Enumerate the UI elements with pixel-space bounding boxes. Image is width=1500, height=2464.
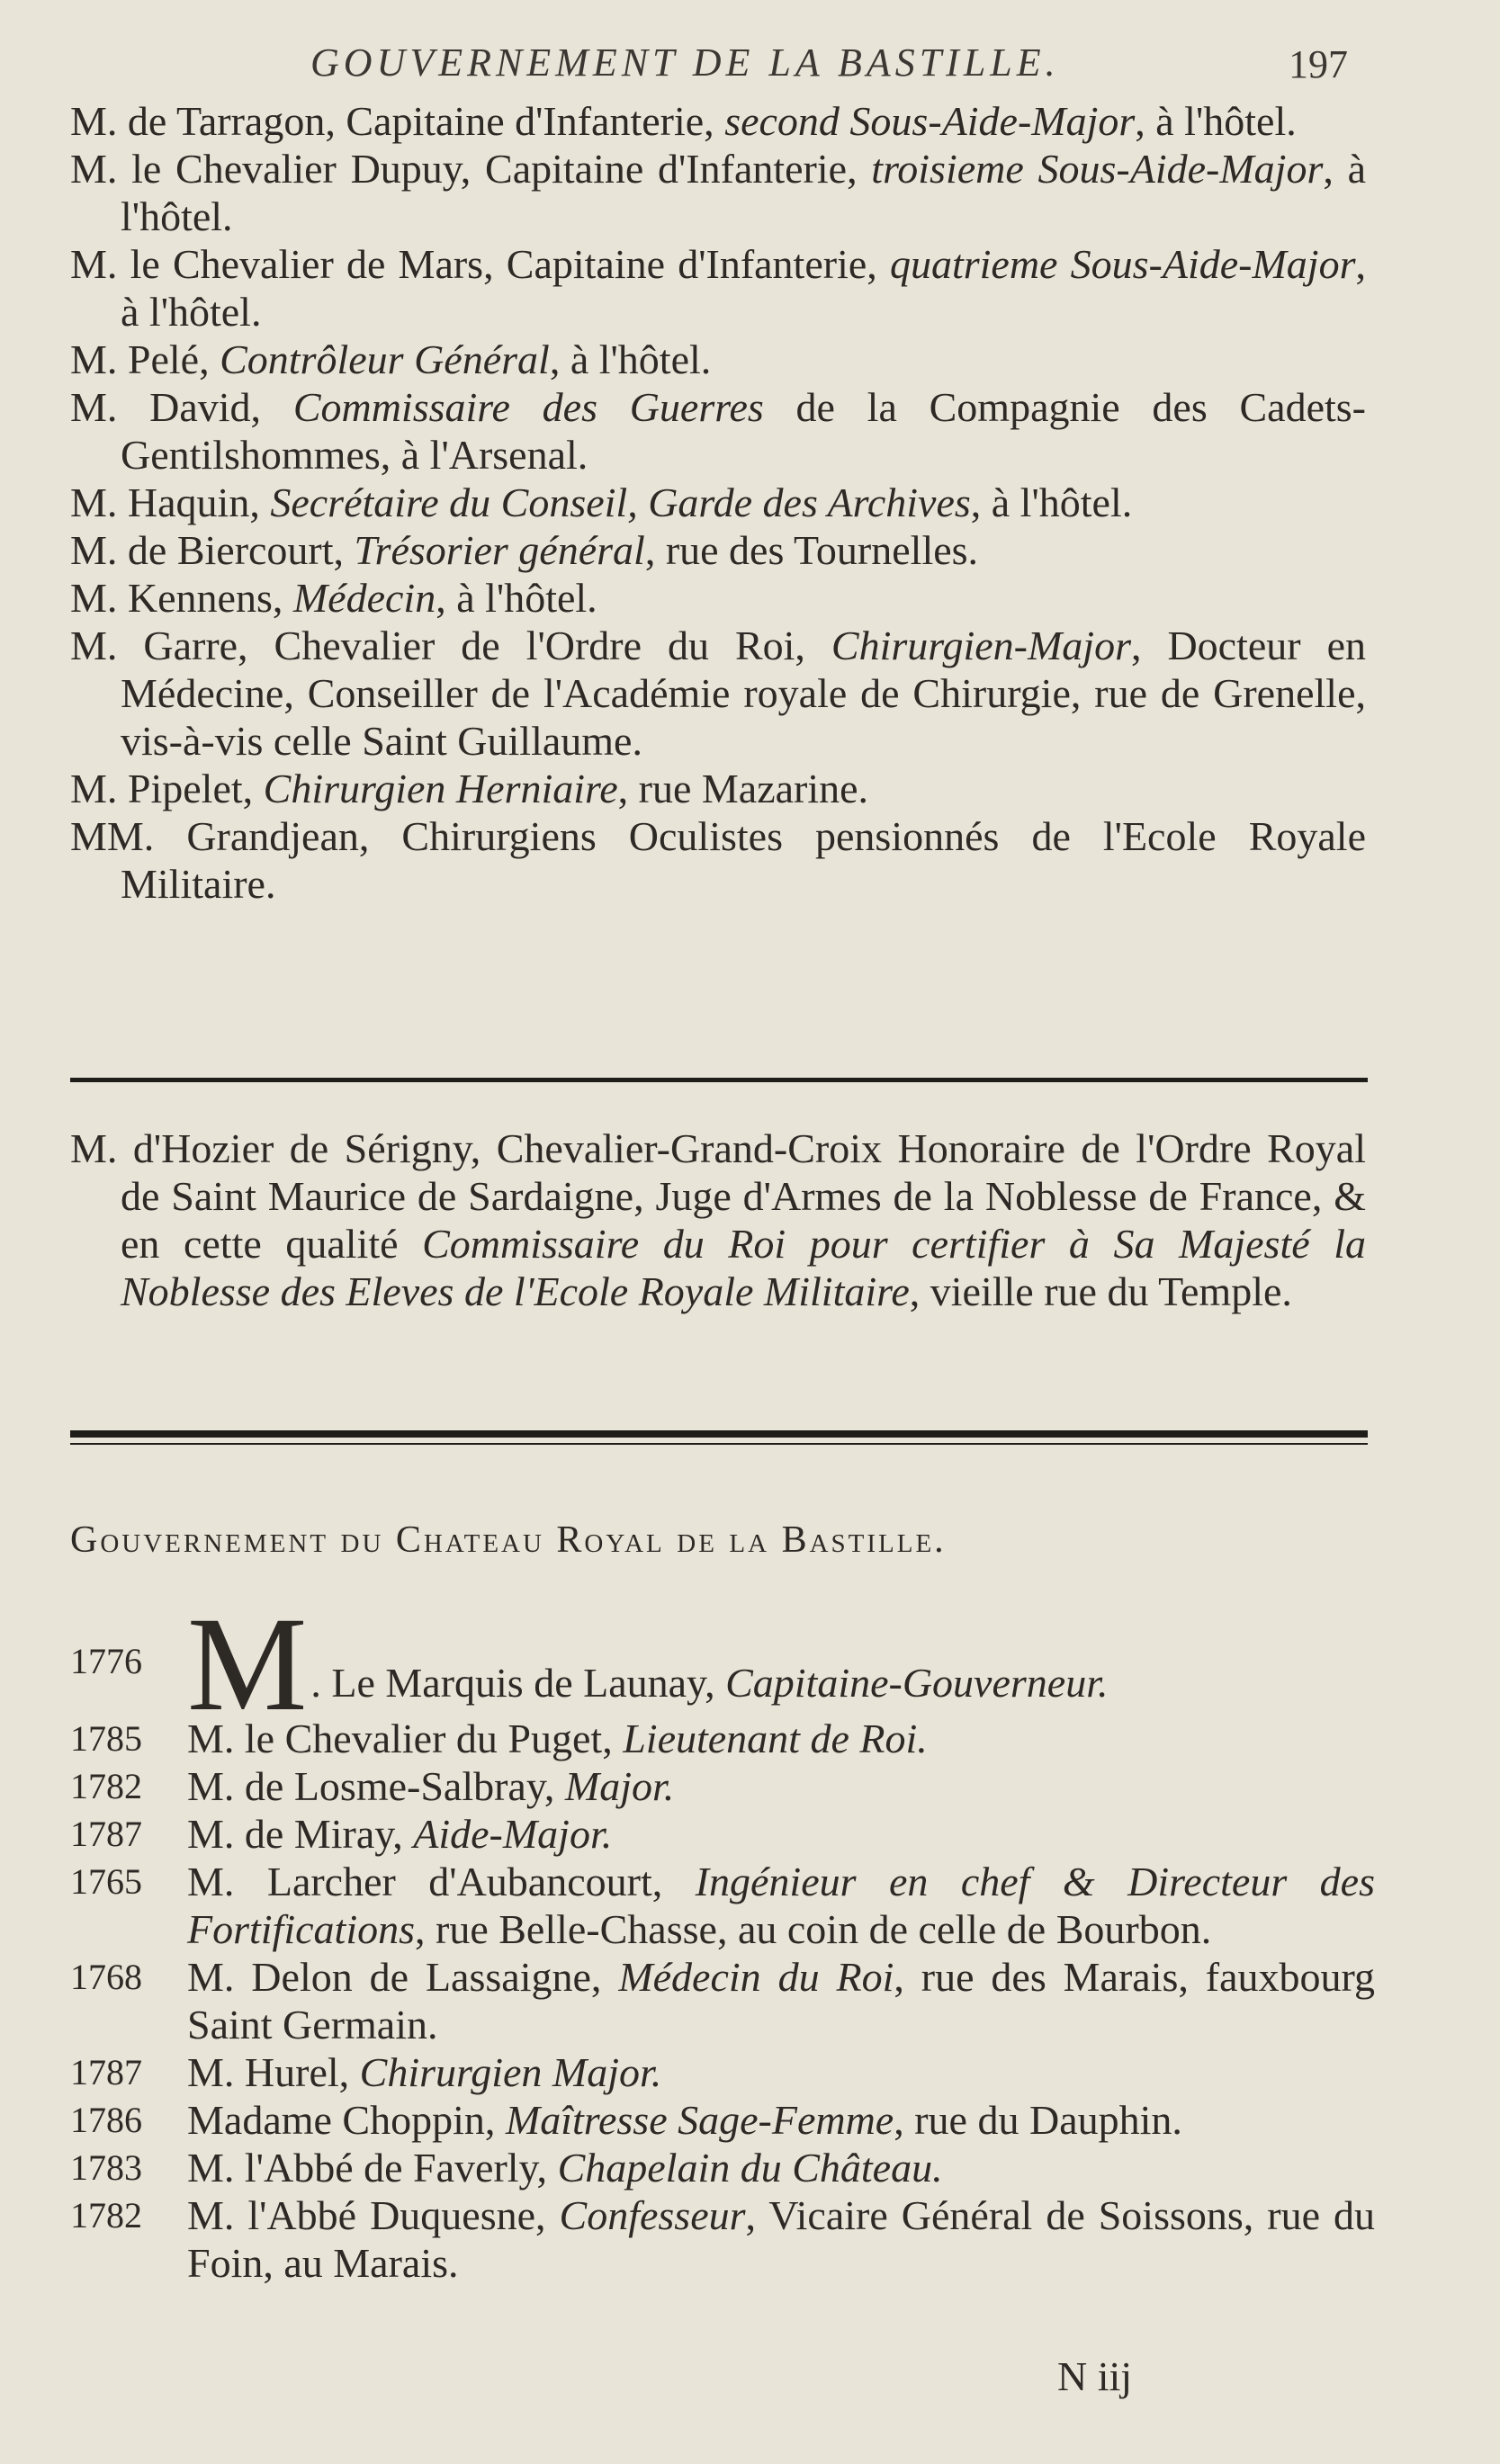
list-item: 1776 M. Le Marquis de Launay, Capitaine-Gouverneur. xyxy=(70,1590,1109,1739)
list-item: 1782 M. de Losme-Salbray, Major. xyxy=(70,1763,675,1809)
list-item: 1785 M. le Chevalier du Puget, Lieutenant de Roi. xyxy=(70,1716,928,1761)
year-label: 1787 xyxy=(70,1814,142,1854)
running-title: GOUVERNEMENT DE LA BASTILLE. xyxy=(310,40,1060,85)
list-item: MM. Grandjean, Chirurgiens Oculistes pensionnés de l'Ecole Royale Militaire. xyxy=(70,813,1366,907)
list-item: M. de Biercourt, Trésorier général, rue des Tournelles. xyxy=(70,527,979,573)
list-item: M. le Chevalier Dupuy, Capitaine d'Infanterie, troisieme Sous-Aide-Major, à l'hôtel. xyxy=(70,146,1366,239)
list-item: 1786 Madame Choppin, Maîtresse Sage-Femme, rue du Dauphin. xyxy=(70,2097,1182,2143)
list-item: M. David, Commissaire des Guerres de la Compagnie des Cadets-Gentilshommes, à l'Arsenal. xyxy=(70,384,1366,478)
list-item: 1787 M. Hurel, Chirurgien Major. xyxy=(70,2049,662,2095)
list-item: M. Haquin, Secrétaire du Conseil, Garde des Archives, à l'hôtel. xyxy=(70,479,1133,525)
year-label: 1776 xyxy=(70,1641,142,1681)
list-item: M. le Chevalier de Mars, Capitaine d'Infanterie, quatrieme Sous-Aide-Major, à l'hôtel. xyxy=(70,241,1366,335)
list-item: M. Pipelet, Chirurgien Herniaire, rue Mazarine. xyxy=(70,766,869,811)
list-item: M. Garre, Chevalier de l'Ordre du Roi, Chirurgien-Major, Docteur en Médecine, Conseiller de l'Académie royale de Chirurgie, rue de Grenelle, vis-à-vis celle Saint Guillaume. xyxy=(70,623,1366,764)
year-label: 1765 xyxy=(70,1861,142,1902)
double-rule-bottom xyxy=(70,1443,1368,1445)
list-item: M. Kennens, Médecin, à l'hôtel. xyxy=(70,575,597,621)
section-title: Gouvernement du Chateau Royal de la Bastille. xyxy=(70,1519,947,1561)
list-item: 1782 M. l'Abbé Duquesne, Confesseur, Vicaire Général de Soissons, rue du Foin, au Marais. xyxy=(70,2192,1376,2286)
list-item: 1765 M. Larcher d'Aubancourt, Ingénieur en chef & Directeur des Fortifications, rue Belle-Chasse, au coin de celle de Bourbon. xyxy=(70,1859,1375,1952)
year-label: 1783 xyxy=(70,2147,142,2188)
page-header xyxy=(0,34,1500,88)
officers-list xyxy=(70,97,1366,908)
list-item: M. d'Hozier de Sérigny, Chevalier-Grand-Croix Honoraire de l'Ordre Royal de Saint Maurice de Sardaigne, Juge d'Armes de la Noblesse de France, & en cette qualité Commissaire du Roi pour certifier à Sa Majesté la Noblesse des Eleves de l'Ecole Royale Militaire, vieille rue du Temple. xyxy=(70,1125,1366,1314)
list-item: M. de Tarragon, Capitaine d'Infanterie, second Sous-Aide-Major, à l'hôtel. xyxy=(70,98,1297,144)
year-label: 1782 xyxy=(70,1766,142,1806)
page-number: 197 xyxy=(1289,42,1348,86)
year-label: 1782 xyxy=(70,2195,142,2236)
year-label: 1785 xyxy=(70,1718,142,1759)
drop-initial: M xyxy=(187,1590,308,1739)
year-label: 1787 xyxy=(70,2052,142,2092)
list-item: 1783 M. l'Abbé de Faverly, Chapelain du Château. xyxy=(70,2145,943,2191)
signature-mark: N iij xyxy=(1057,2353,1133,2399)
hozier-paragraph xyxy=(70,1124,1366,1315)
list-item: 1768 M. Delon de Lassaigne, Médecin du Roi, rue des Marais, fauxbourg Saint Germain. xyxy=(70,1954,1376,2047)
divider-rule xyxy=(70,1078,1368,1082)
list-item: 1787 M. de Miray, Aide-Major. xyxy=(70,1811,613,1857)
bastille-officers-list xyxy=(70,1590,1376,2287)
year-label: 1786 xyxy=(70,2100,142,2140)
list-item: M. Pelé, Contrôleur Général, à l'hôtel. xyxy=(70,336,712,382)
year-label: 1768 xyxy=(70,1957,142,1997)
double-rule-top xyxy=(70,1430,1368,1438)
